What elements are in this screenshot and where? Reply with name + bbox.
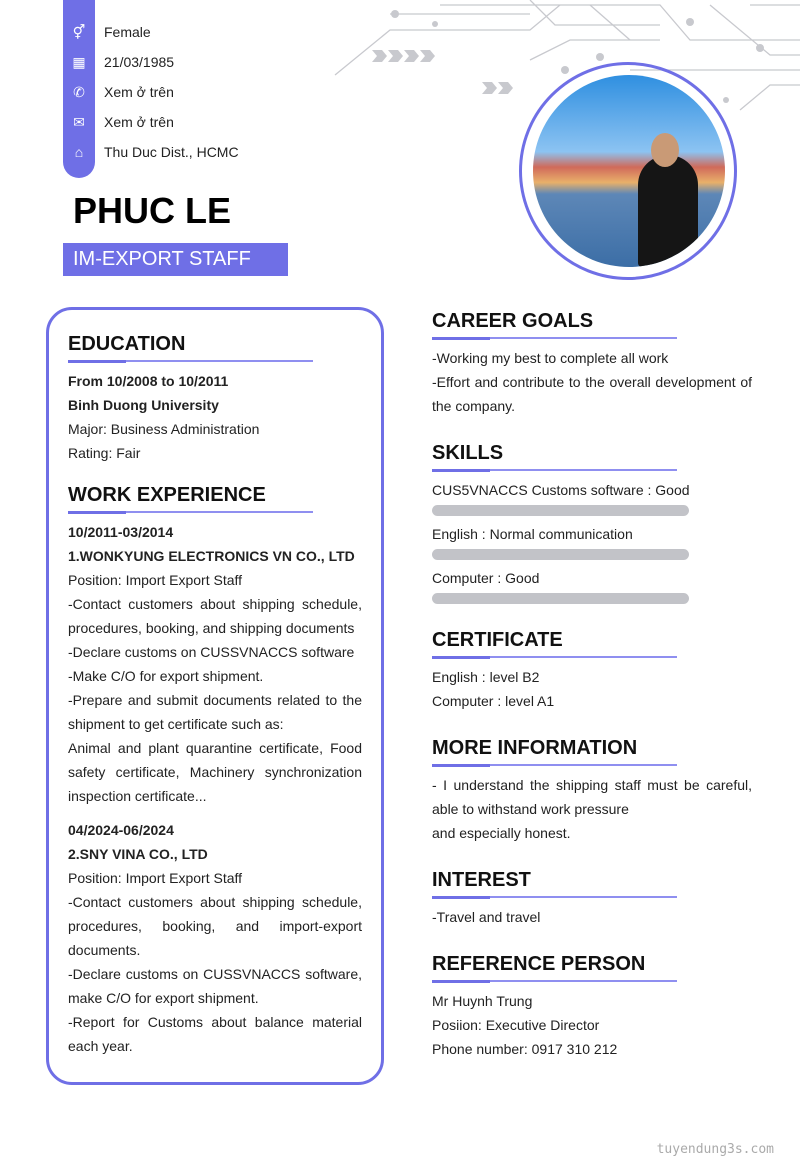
interest-item: -Travel and travel: [432, 909, 541, 925]
certificate-item: English : level B2: [432, 669, 540, 685]
heading-underline: [432, 980, 677, 982]
certificate-heading: CERTIFICATE: [432, 629, 563, 651]
skill-label: CUS5VNACCS Customs software : Good: [432, 482, 690, 498]
heading-underline: [432, 896, 677, 898]
job-detail: -Make C/O for export shipment.: [68, 668, 264, 684]
education-major: Major: Business Administration: [68, 421, 260, 437]
home-icon: ⌂: [74, 144, 84, 160]
calendar-icon: ▦: [72, 54, 86, 70]
heading-underline: [68, 360, 313, 362]
heading-underline: [68, 511, 313, 513]
certificate-item: Computer : level A1: [432, 693, 555, 709]
job-detail: -Contact customers about shipping schedule, procedures, booking, and shipping documents: [68, 596, 362, 636]
address-text: Thu Duc Dist., HCMC: [104, 144, 239, 160]
gender-icon: ⚥: [72, 24, 86, 40]
job-period: 10/2011-03/2014: [68, 524, 174, 540]
career-goals-heading: CAREER GOALS: [432, 310, 594, 332]
skill-bar: [432, 593, 689, 604]
email-text: Xem ở trên: [104, 114, 174, 130]
job-detail: -Declare customs on CUSSVNACCS software, make C/O for export shipment.: [68, 966, 362, 1006]
education-rating: Rating: Fair: [68, 445, 141, 461]
career-goals-section: [432, 346, 752, 418]
job-position: Position: Import Export Staff: [68, 870, 243, 886]
skill-label: Computer : Good: [432, 570, 540, 586]
candidate-name: PHUC LE: [73, 190, 232, 231]
education-section: [68, 369, 363, 465]
skills-heading: SKILLS: [432, 442, 504, 464]
heading-underline: [432, 337, 677, 339]
heading-underline: [432, 469, 677, 471]
career-goal: -Working my best to complete all work: [432, 350, 669, 366]
job-detail: Animal and plant quarantine certificate, Food safety certificate, Machinery synchronization inspection certificate...: [68, 740, 362, 804]
skill-bar: [432, 549, 689, 560]
job-position: Position: Import Export Staff: [68, 572, 243, 588]
work-heading: WORK EXPERIENCE: [68, 484, 266, 506]
reference-section: [432, 989, 617, 1061]
job-company: 2.SNY VINA CO., LTD: [68, 846, 208, 862]
job-period: 04/2024-06/2024: [68, 822, 174, 838]
more-info-text: and especially honest.: [432, 825, 571, 841]
phone-icon: ✆: [73, 84, 85, 100]
gender-text: Female: [104, 24, 151, 40]
job-detail: -Declare customs on CUSSVNACCS software: [68, 644, 355, 660]
profile-photo: [533, 75, 725, 267]
career-goal: -Effort and contribute to the overall development of the company.: [432, 374, 752, 414]
job-detail: -Report for Customs about balance material each year.: [68, 1014, 362, 1054]
phone-text: Xem ở trên: [104, 84, 174, 100]
skill-label: English : Normal communication: [432, 526, 633, 542]
work-section: [68, 520, 362, 1058]
education-school: Binh Duong University: [68, 397, 219, 413]
reference-heading: REFERENCE PERSON: [432, 953, 646, 975]
more-info-text: - I understand the shipping staff must be careful, able to withstand work pressure: [432, 777, 752, 817]
education-period: From 10/2008 to 10/2011: [68, 373, 229, 389]
education-heading: EDUCATION: [68, 333, 186, 355]
skill-bar: [432, 505, 689, 516]
interest-heading: INTEREST: [432, 869, 531, 891]
job-title: IM-EXPORT STAFF: [63, 243, 288, 276]
certificate-section: [432, 665, 554, 713]
more-info-heading: MORE INFORMATION: [432, 737, 638, 759]
reference-phone: Phone number: 0917 310 212: [432, 1041, 618, 1057]
birthdate-text: 21/03/1985: [104, 54, 175, 70]
job-detail: -Contact customers about shipping schedule, procedures, booking, and import-export documents.: [68, 894, 362, 958]
job-company: 1.WONKYUNG ELECTRONICS VN CO., LTD: [68, 548, 355, 564]
more-info-section: [432, 773, 752, 845]
reference-name: Mr Huynh Trung: [432, 993, 533, 1009]
job-detail: -Prepare and submit documents related to the shipment to get certificate such as:: [68, 692, 362, 732]
heading-underline: [432, 764, 677, 766]
reference-position: Posiion: Executive Director: [432, 1017, 600, 1033]
heading-underline: [432, 656, 677, 658]
mail-icon: ✉: [73, 114, 85, 130]
watermark: tuyendung3s.com: [656, 1142, 774, 1157]
